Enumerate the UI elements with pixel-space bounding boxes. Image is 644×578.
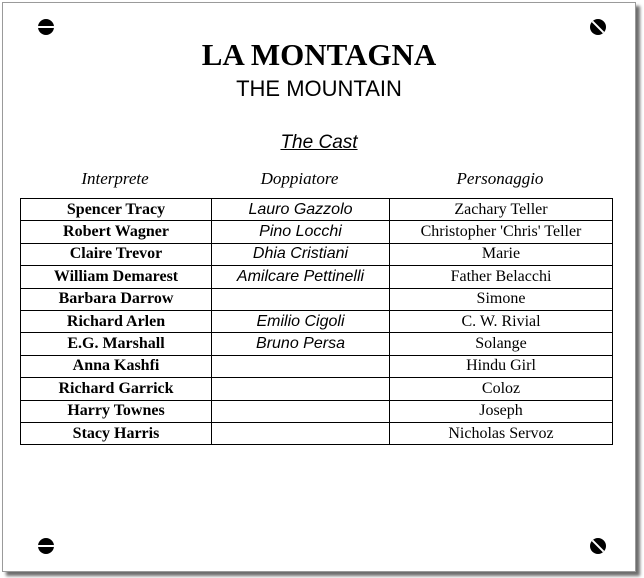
page-title: LA MONTAGNA — [201, 37, 437, 72]
table-row — [21, 243, 613, 265]
table-row — [21, 422, 613, 444]
dubber-cell — [212, 378, 390, 400]
role-cell: Solange — [390, 333, 613, 355]
role-cell: Nicholas Servoz — [390, 422, 613, 444]
dubber-cell: Lauro Gazzolo — [212, 199, 390, 221]
dubber-cell — [212, 355, 390, 377]
actor-cell: Spencer Tracy — [21, 199, 212, 221]
dubber-cell — [212, 422, 390, 444]
table-row — [21, 355, 613, 377]
page-subtitle: THE MOUNTAIN — [236, 76, 402, 101]
screw-icon — [590, 538, 606, 554]
table-row — [21, 310, 613, 332]
dubber-cell: Amilcare Pettinelli — [212, 266, 390, 288]
dubber-cell: Bruno Persa — [212, 333, 390, 355]
role-cell: Father Belacchi — [390, 266, 613, 288]
cast-heading: The Cast — [280, 132, 358, 153]
actor-cell: Barbara Darrow — [21, 288, 212, 310]
actor-cell: Harry Townes — [21, 400, 212, 422]
dubber-cell: Pino Locchi — [212, 221, 390, 243]
table-row — [21, 333, 613, 355]
column-header-role: Personaggio — [456, 169, 544, 188]
table-row — [21, 199, 613, 221]
role-cell: Hindu Girl — [390, 355, 613, 377]
role-cell: Simone — [390, 288, 613, 310]
cast-table — [20, 198, 613, 445]
actor-cell: Claire Trevor — [21, 243, 212, 265]
table-row — [21, 221, 613, 243]
role-cell: Coloz — [390, 378, 613, 400]
role-cell: Christopher 'Chris' Teller — [390, 221, 613, 243]
dubber-cell: Emilio Cigoli — [212, 310, 390, 332]
role-cell: C. W. Rivial — [390, 310, 613, 332]
actor-cell: Richard Garrick — [21, 378, 212, 400]
dubber-cell — [212, 288, 390, 310]
column-header-dubber: Doppiatore — [260, 169, 339, 188]
table-row — [21, 400, 613, 422]
table-row — [21, 378, 613, 400]
actor-cell: Richard Arlen — [21, 310, 212, 332]
dubber-cell: Dhia Cristiani — [212, 243, 390, 265]
cast-plaque — [2, 2, 636, 572]
actor-cell: Robert Wagner — [21, 221, 212, 243]
role-cell: Joseph — [390, 400, 613, 422]
dubber-cell — [212, 400, 390, 422]
role-cell: Zachary Teller — [390, 199, 613, 221]
actor-cell: Stacy Harris — [21, 422, 212, 444]
actor-cell: Anna Kashfi — [21, 355, 212, 377]
screw-icon — [590, 19, 606, 35]
actor-cell: William Demarest — [21, 266, 212, 288]
actor-cell: E.G. Marshall — [21, 333, 212, 355]
table-row — [21, 266, 613, 288]
role-cell: Marie — [390, 243, 613, 265]
screw-icon — [38, 538, 54, 554]
column-header-actor: Interprete — [81, 169, 149, 188]
screw-icon — [38, 19, 54, 35]
table-row — [21, 288, 613, 310]
